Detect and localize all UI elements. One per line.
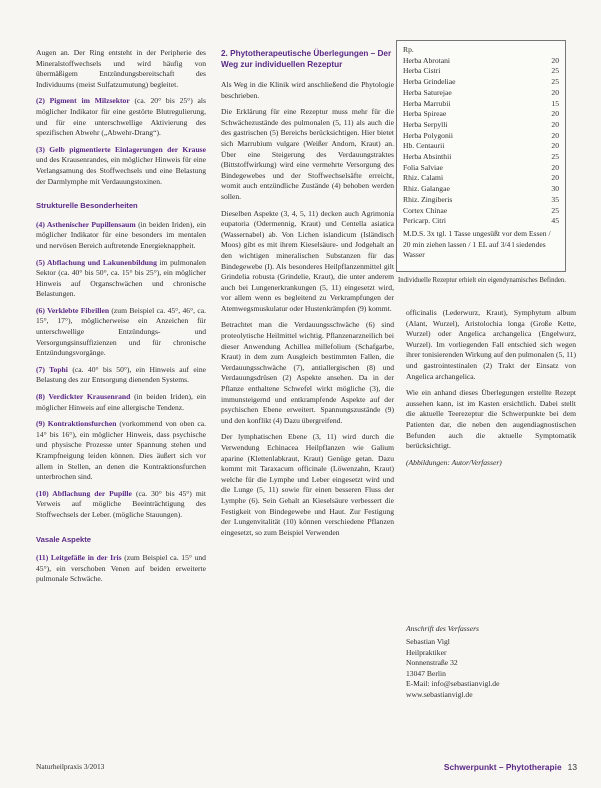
- prescription-box: [396, 40, 566, 272]
- prescription-item-name: Rhiz. Calami: [403, 173, 444, 183]
- prescription-item-name: Herba Absinthii: [403, 152, 452, 162]
- prescription-item-amount: 20: [551, 162, 559, 172]
- finding-3: [36, 145, 206, 187]
- finding-7-body: (ca. 40° bis 50°), ein Hinweis auf eine Belastung des zur Entsorgung dienenden Systems.: [36, 364, 206, 385]
- prescription-item-name: Rhiz. Zingiberis: [403, 194, 453, 204]
- finding-3-body: und des Krausenrandes, ein möglicher Hinweis für eine Verlangsamung des Stoffwechsels und eine Belastung der Darmlymphe mit Verdauungstoxinen.: [36, 155, 206, 186]
- prescription-item: [403, 163, 559, 174]
- prescription-item-name: Herba Saturejae: [403, 87, 452, 97]
- prescription-dosage: M.D.S. 3x tgl. 1 Tasse ungesüßt vor dem Essen / 20 min ziehen lassen / 1 EL auf 3/4 l siedendes Wasser: [403, 228, 551, 260]
- prescription-item: [403, 109, 559, 120]
- finding-2-title: (2) Pigment im Milzsektor: [36, 96, 130, 106]
- prescription-item-amount: 20: [551, 55, 559, 65]
- finding-7-title: (7) Tophi: [36, 364, 68, 374]
- finding-8-body: (in beiden Iriden), ein möglicher Hinweis auf eine allergische Tendenz.: [36, 392, 207, 412]
- prescription-item-name: Pericarp. Citri: [403, 216, 447, 226]
- prescription-item: [403, 88, 559, 99]
- prescription-item: [403, 131, 559, 142]
- prescription-item-amount: 25: [551, 205, 559, 215]
- author-line: Heilpraktiker: [406, 647, 447, 657]
- finding-3-title: (3) Gelb pigmentierte Einlagerungen der Krause: [36, 144, 206, 154]
- paragraph-right-2: Wie ein anhand dieses Überlegungen erstellte Rezept aussehen kann, ist im Kasten ersichtlich. Dabei stellt die aktuelle Teerezeptur die Schwerpunkte bei dem Patienten dar, die neben den augendiagnostischen Befunden auch die aktuelle Symptomatik berücksichtigt.: [406, 388, 576, 451]
- finding-9-title: (9) Kontraktionsfurchen: [36, 419, 117, 429]
- finding-11-body: (zum Beispiel ca. 15° und 45°), ein verschoben Venen auf beiden erweiterte pulmonale Schwäche.: [36, 553, 206, 584]
- section-heading: 2. Phytotherapeutische Überlegungen – Der Weg zur individuellen Rezeptur: [221, 49, 392, 69]
- author-line: E-Mail: info@sebastianvigl.de: [406, 679, 500, 689]
- finding-2-body: (ca. 20° bis 25°) als möglicher Indikator für eine gestörte Blutregulierung, und für eine unterschwellige Aktivierung des spezifischen Abwehr („Abwehr-Drang“).: [36, 96, 206, 138]
- author-line: Sebastian Vigl: [406, 636, 450, 646]
- finding-6-title: (6) Verklebte Fibrillen: [36, 305, 110, 315]
- finding-5-body: im pulmonalen Sektor (ca. 40° bis 50°, ca. 15° bis 25°), ein möglicher Hinweis auf Organschwächen und chronische Belastungen.: [36, 257, 206, 299]
- prescription-item: [403, 77, 559, 88]
- prescription-item-name: Hb. Centaurii: [403, 141, 445, 151]
- prescription-item-amount: 20: [551, 141, 559, 151]
- author-line: 13047 Berlin: [406, 668, 446, 678]
- prescription-item-name: Herba Grindeliae: [403, 77, 456, 87]
- prescription-item-name: Herba Spireae: [403, 109, 447, 119]
- finding-9-body: (vorkommend von oben ca. 14° bis 16°), ein möglicher Hinweis, dass psychische und physische Prozesse unter Spannung stehen und Krampfneigung leiden können. Dies äußert sich vor allem in Stellen, an denen die Kontraktionsfurchen unterbrochen sind.: [36, 419, 206, 482]
- prescription-item: [403, 56, 559, 67]
- column-middle: [221, 48, 394, 544]
- prescription-item-name: Cortex Chinae: [403, 205, 448, 215]
- heading-structural: Strukturelle Besonderheiten: [36, 201, 138, 211]
- author-line: www.sebastianvigl.de: [406, 689, 473, 699]
- prescription-item: [403, 120, 559, 131]
- prescription-item-amount: 35: [551, 194, 559, 204]
- prescription-item: [403, 216, 559, 227]
- prescription-item-name: Herba Marrubii: [403, 98, 451, 108]
- prescription-item-name: Herba Cistri: [403, 66, 441, 76]
- paragraph-intro: Augen an. Der Ring entsteht in der Peripherie des Mineralstoffwechsels und wird häufig von übermäßigem Entzündungsbereitschaft des Individuums (meist Sulfatzumutung) begleitet.: [36, 48, 206, 89]
- finding-11-title: (11) Leitgefäße in der Iris: [36, 553, 122, 563]
- prescription-item-amount: 15: [551, 98, 559, 108]
- author-heading: Anschrift des Verfassers: [406, 624, 479, 634]
- prescription-title: Rp.: [403, 45, 414, 54]
- paragraph-5: Der lymphatischen Ebene (3, 11) wird durch die Verwendung Echinacea Heilpflanzen wie Galium aparine (Klettenlabkraut, Kraut) Genüge getan. Dazu kommt mit Taraxacum officinale (Löwenzahn, Kraut) welche für die Lymphe und Leber eingesetzt wird und die Lunge (5, 11) sowie für einen besseren Fluss der Lymphe (6). Sein Gehalt an Kieselsäure verbessert die Festigkeit von Bindegewebe und Haut. Zur Festigung der Lungenvitalität (10) können verschiedene Pflanzen eingesetzt, so zum Beispiel Verwenden: [221, 432, 394, 537]
- footer-section-title: Schwerpunkt – Phytotherapie: [443, 762, 562, 772]
- prescription-item-amount: 45: [551, 216, 559, 226]
- paragraph-4: Betrachtet man die Verdauungsschwäche (6) sind proteolytische Heilmittel wichtig. Pflanzenarzneilich bei dieser Anwendung Achillea millefolium (Schafgarbe, Kraut) in dem zum Ausgleich bestimmten Fallen, die Verdauungsschwäche (7), antiallergischen (8) und Verdauungsdrüsen (2) Aspekte ansehen. Da in der Pflanze enthaltene Schwefel wirkt mögliche (3), die immunsteigernd und entkrampfende Aspekte auf der psychischen Ebene erweitert. Spannungszustände (9) und den konflikt (4) Dazu übergreifend.: [221, 320, 394, 425]
- prescription-item: [403, 184, 559, 195]
- prescription-item-amount: 20: [551, 173, 559, 183]
- prescription-item: [403, 195, 559, 206]
- prescription-item: [403, 152, 559, 163]
- prescription-list: [403, 56, 559, 227]
- prescription-item: [403, 141, 559, 152]
- finding-8-title: (8) Verdickter Krausenrand: [36, 392, 131, 402]
- finding-10-title: (10) Abflachung der Pupille: [36, 488, 132, 498]
- paragraph-2: Die Erklärung für eine Rezeptur muss mehr für die Schwächezustände des pulmonalen (5, 11) als auch die des gastrischen (5) Bereichs berücksichtigen. Hier bietet sich Marrubium vulgare (Weißer Andorn, Kraut) an. Über eine Steigerung des Verdauungstraktes (Bittstoffwirkung) wird eine vermehrte Versorgung des Bindegewebes und der Stoffwechselsäfte erreicht, womit auch entzündliche Zustände (4) behoben werden sollen.: [221, 107, 394, 201]
- finding-11: [36, 553, 206, 585]
- prescription-item-amount: 20: [551, 130, 559, 140]
- finding-5: [36, 258, 206, 300]
- prescription-item-name: Herba Abrotani: [403, 55, 451, 65]
- paragraph-3: Dieselben Aspekte (3, 4, 5, 11) decken auch Agrimonia eupatoria (Odermennig, Kraut) und Centella asiatica (Wassernabel) ab. Von Lichen islandicum (Isländisch Moos) gibt es mit ihrem Kieselsäure- und Jodgehalt an den wichtigen mineralischen Substanzen für das Bindegewebe (I). Als besonderes Heilpflanzenmittel gilt Grindelia robusta (Grindelie, Kraut), die unter anderem auch bei Lungenerkrankungen (5, 11) eingesetzt wird, vor allem wenn es begleitend zu Verkrampfungen der Atemwegsmuskulatur oder Hustenkrämpfen (9) kommt.: [221, 208, 394, 313]
- prescription-item-name: Herba Serpylli: [403, 119, 448, 129]
- footer-publication: Naturheilpraxis 3/2013: [36, 762, 105, 771]
- prescription-item-amount: 30: [551, 184, 559, 194]
- finding-4-body: (in beiden Iriden), ein möglicher Indikator für eine besonders im mentalen und nervösen Bereich auftretende Energieknappheit.: [36, 219, 206, 250]
- footer-section: [444, 762, 577, 772]
- finding-6-body: (zum Beispiel ca. 45°, 46°, ca. 15°, 17°), möglicherweise ein Anzeichen für unterschwellige Entzündungs- und Versorgungsinsuffizienzen und für chronische Entzündungsvorgänge.: [36, 305, 206, 358]
- prescription-item-amount: 25: [551, 66, 559, 76]
- finding-7: [36, 365, 206, 386]
- prescription-item: [403, 173, 559, 184]
- prescription-item-name: Herba Polygonii: [403, 130, 453, 140]
- finding-6: [36, 306, 206, 359]
- finding-5-title: (5) Abflachung und Lakunenbildung: [36, 257, 157, 267]
- column-right: [406, 308, 576, 700]
- finding-4: [36, 220, 206, 252]
- prescription-item-amount: 25: [551, 152, 559, 162]
- paragraph-1: Als Weg in die Klinik wird anschließend die Phytologie beschrieben.: [221, 80, 394, 100]
- finding-10-body: (ca. 30° bis 45°) mit Verweis auf mögliche Beeinträchtigung des Stoffwechsels der Leber. (mögliche Stauungen).: [36, 488, 206, 519]
- prescription-item-amount: 20: [551, 119, 559, 129]
- prescription-item: [403, 206, 559, 217]
- finding-2: [36, 96, 206, 138]
- prescription-item-amount: 20: [551, 87, 559, 97]
- prescription-item-name: Rhiz. Galangae: [403, 184, 450, 194]
- author-address: [406, 637, 576, 701]
- prescription-item: [403, 99, 559, 110]
- prescription-caption: Individuelle Rezeptur erhielt ein eigendynamisches Befinden.: [398, 277, 566, 284]
- column-left: [36, 48, 206, 591]
- finding-8: [36, 392, 206, 413]
- paragraph-right-1: officinalis (Lederwurz, Kraut), Symphytum album (Alant, Wurzel), Aristolochia longa (Große Kette, Wurzel) oder Angelica archangelica (Engelwurz, Wurzel). Im vorliegenden Fall entschied sich wegen ihrer tonisierenden Wirkung auf den pulmonalen (5, 11) und gastrointestinalen (2) Trakt der Einsatz von Angelica archangelica.: [406, 308, 576, 381]
- prescription-item-amount: 20: [551, 109, 559, 119]
- prescription-item-name: Folia Salviae: [403, 162, 443, 172]
- finding-10: [36, 489, 206, 521]
- heading-vascular: Vasale Aspekte: [36, 534, 92, 544]
- finding-9: [36, 419, 206, 483]
- prescription-item: [403, 66, 559, 77]
- figure-credit: (Abbildungen: Autor/Verfasser): [406, 457, 502, 467]
- prescription-item-amount: 25: [551, 77, 559, 87]
- author-line: Nonnenstraße 32: [406, 658, 458, 668]
- finding-4-title: (4) Asthenischer Pupillensaum: [36, 219, 136, 229]
- page-number: 13: [567, 762, 577, 772]
